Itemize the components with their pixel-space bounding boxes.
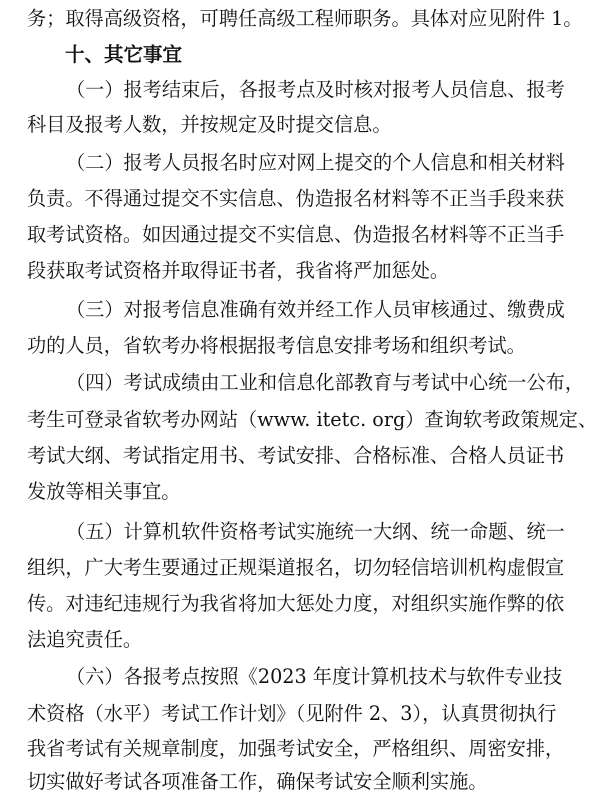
text-line: （二）报考人员报名时应对网上提交的个人信息和相关材料 xyxy=(66,151,565,174)
text-line: 取考试资格。如因通过提交不实信息、伪造报名材料等不正当手 xyxy=(27,223,565,246)
text-line: （四）考试成绩由工业和信息化部教育与考试中心统一公布， xyxy=(66,371,585,394)
text-line: 负责。不得通过提交不实信息、伪造报名材料等不正当手段来获 xyxy=(27,187,565,210)
text-line: 术资格（水平）考试工作计划》（见附件 2、3），认真贯彻执行 xyxy=(27,702,557,725)
text-line: 务；取得高级资格，可聘任高级工程师职务。具体对应见附件 1。 xyxy=(27,7,583,30)
text-line: 考生可登录省软考办网站（www. itetc. org）查询软考政策规定、 xyxy=(27,408,598,431)
text-line: （六）各报考点按照《2023 年度计算机技术与软件专业技 xyxy=(66,665,563,688)
text-line: 功的人员，省软考办将根据报考信息安排考场和组织考试。 xyxy=(27,334,526,357)
text-line: 我省考试有关规章制度，加强考试安全，严格组织、周密安排， xyxy=(27,737,565,760)
text-line: （五）计算机软件资格考试实施统一大纲、统一命题、统一 xyxy=(66,520,565,543)
text-line: 段获取考试资格并取得证书者，我省将严加惩处。 xyxy=(27,259,450,282)
text-line: 组织，广大考生要通过正规渠道报名，切勿轻信培训机构虚假宣 xyxy=(27,556,565,579)
section-heading: 十、其它事宜 xyxy=(65,43,183,66)
text-line: 切实做好考试各项准备工作，确保考试安全顺利实施。 xyxy=(27,770,488,793)
text-line: 考试大纲、考试指定用书、考试安排、合格标准、合格人员证书 xyxy=(27,444,565,467)
text-line: （三）对报考信息准确有效并经工作人员审核通过、缴费成 xyxy=(66,298,565,321)
text-line: 传。对违纪违规行为我省将加大惩处力度，对组织实施作弊的依 xyxy=(27,592,565,615)
text-line: 发放等相关事宜。 xyxy=(27,480,181,503)
text-line: （一）报考结束后，各报考点及时核对报考人员信息、报考 xyxy=(66,78,565,101)
text-line: 法追究责任。 xyxy=(27,628,143,651)
text-line: 科目及报考人数，并按规定及时提交信息。 xyxy=(27,113,392,136)
